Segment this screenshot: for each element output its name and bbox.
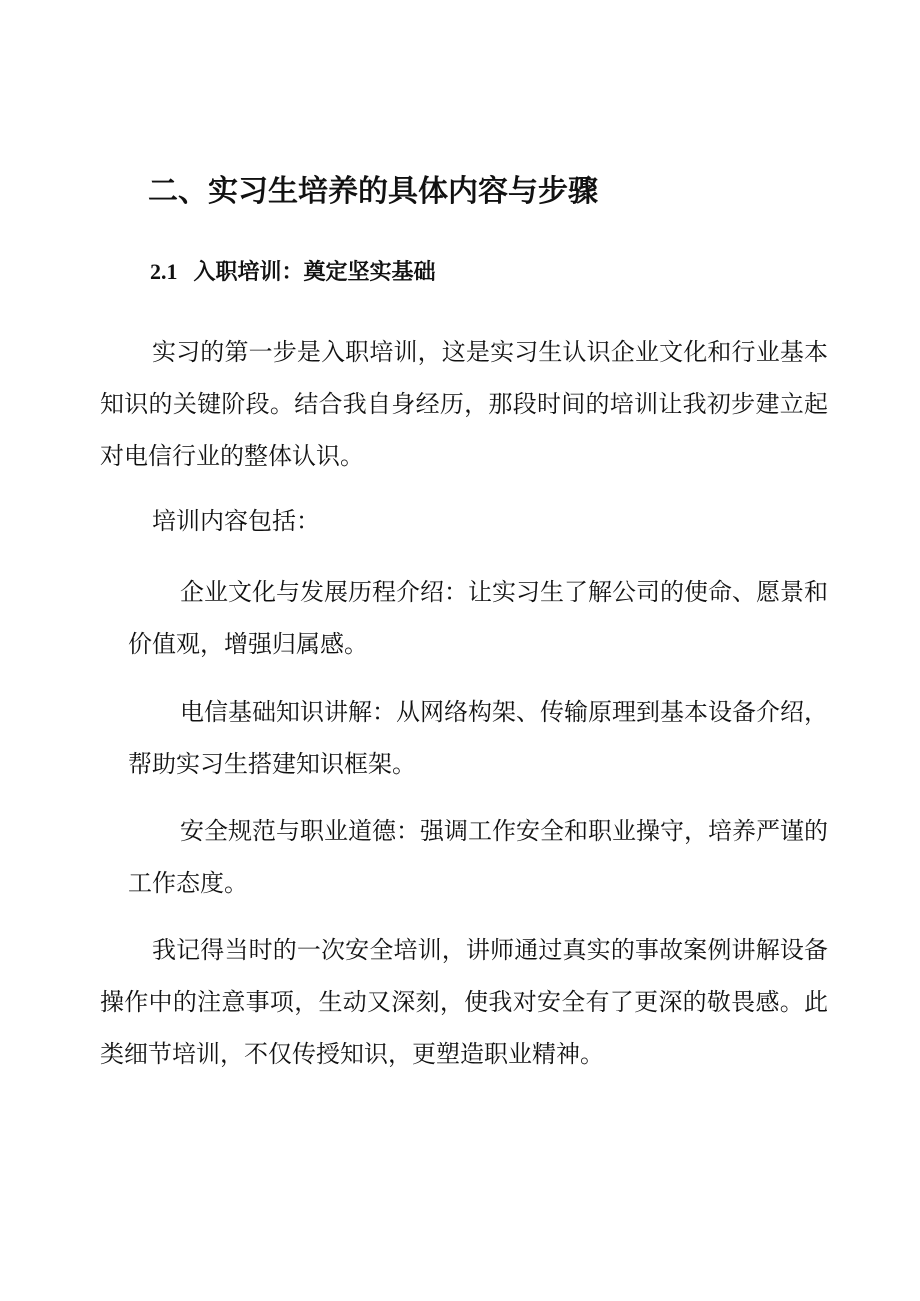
section-title: 二、实习生培养的具体内容与步骤 <box>148 174 598 209</box>
subsection-number: 2.1 <box>150 259 178 284</box>
subsection-title: 入职培训：奠定坚实基础 <box>193 260 436 285</box>
training-lead-paragraph: 培训内容包括： <box>152 507 320 535</box>
subsection-heading <box>150 255 436 286</box>
list-item: 安全规范与职业道德：强调工作安全和职业操守，培养严谨的工作态度。 <box>128 817 828 897</box>
list-item: 电信基础知识讲解：从网络构架、传输原理到基本设备介绍，帮助实习生搭建知识框架。 <box>128 698 828 778</box>
list-item: 企业文化与发展历程介绍：让实习生了解公司的使命、愿景和价值观，增强归属感。 <box>128 578 828 658</box>
intro-paragraph: 实习的第一步是入职培训，这是实习生认识企业文化和行业基本知识的关键阶段。结合我自身经历，那段时间的培训让我初步建立起对电信行业的整体认识。 <box>100 338 828 470</box>
closing-paragraph: 我记得当时的一次安全培训，讲师通过真实的事故案例讲解设备操作中的注意事项，生动又深刻，使我对安全有了更深的敬畏感。此类细节培训，不仅传授知识，更塑造职业精神。 <box>100 936 828 1068</box>
